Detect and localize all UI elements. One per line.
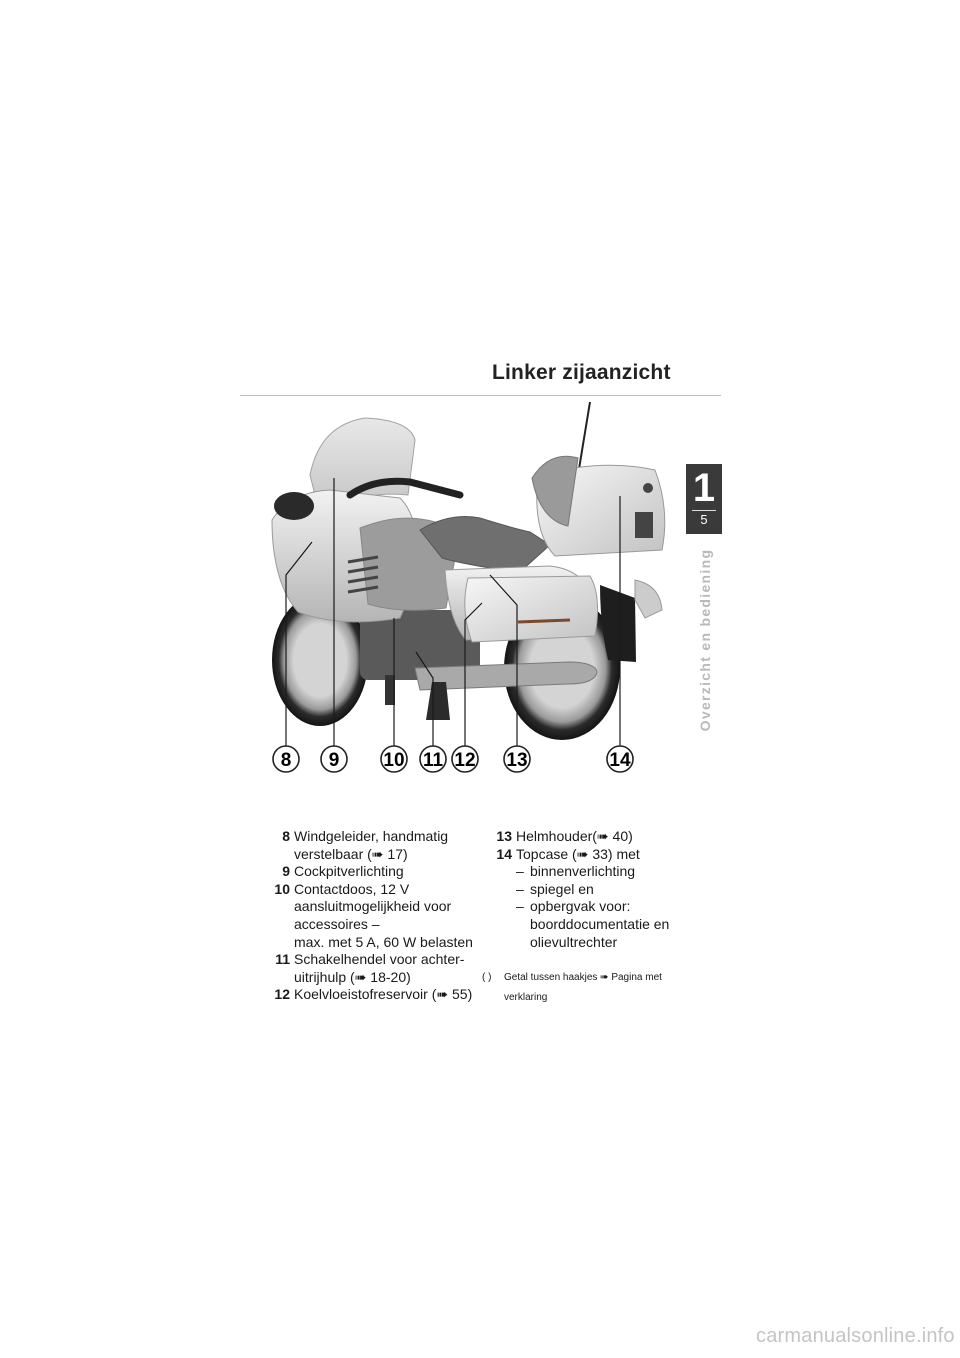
legend-sub-3: – opbergvak voor:	[516, 898, 631, 915]
legend-item-12: 12 Koelvloeistofreservoir (➠ 55)	[274, 986, 473, 1003]
page-title: Linker zijaanzicht	[492, 361, 671, 384]
svg-text:13: 13	[506, 750, 528, 771]
section-label: Overzicht en bediening	[697, 548, 713, 732]
svg-text:10: 10	[383, 750, 405, 771]
watermark: carmanualsonline.info	[756, 1325, 955, 1347]
svg-text:8: 8	[280, 750, 292, 771]
callout-13	[504, 746, 530, 772]
legend-sub-2: – spiegel en	[516, 880, 594, 897]
legend-sub-1: – binnenverlichting	[516, 863, 636, 880]
chapter-number: 1	[692, 466, 716, 510]
svg-text:12: 12	[454, 750, 476, 771]
legend-item-14: 14 Topcase (➠ 33) met	[496, 845, 640, 862]
callout-9	[321, 746, 347, 772]
legend-item-9: 9 Cockpitverlichting	[282, 863, 404, 880]
svg-text:14: 14	[609, 750, 631, 771]
legend-item-8: 8 Windgeleider, handmatig verstelbaar (➠ 17)	[282, 828, 449, 862]
motorcycle-figure	[250, 400, 700, 790]
page-number: 5	[700, 512, 708, 527]
callout-10	[381, 746, 407, 772]
legend-left	[260, 828, 480, 1004]
legend-item-10: 10 Contactdoos, 12 V aansluitmogelijkheid voor accessoires – max. met 5 A, 60 W belasten	[274, 880, 473, 950]
motorcycle-illustration	[272, 402, 665, 740]
legend-item-13: 13 Helmhouder(➠ 40)	[496, 828, 633, 844]
callout-12	[452, 746, 478, 772]
callout-14	[607, 746, 633, 772]
legend-sub-3-cont-1: boorddocumentatie en	[530, 915, 670, 932]
title-rule	[240, 395, 721, 396]
legend-sub-3-cont-2: olievultrechter	[530, 933, 618, 950]
callout-8	[273, 746, 299, 772]
svg-text:11: 11	[422, 750, 444, 771]
svg-text:9: 9	[328, 750, 340, 771]
legend-right	[482, 828, 692, 951]
callouts	[273, 746, 633, 772]
callout-11	[420, 746, 446, 772]
legend-item-11: 11 Schakelhendel voor achter- uitrijhulp (➠ 18-20)	[275, 951, 465, 985]
reference-note: ( ) Getal tussen haakjes ➠ Pagina met verklaring	[482, 972, 662, 1003]
